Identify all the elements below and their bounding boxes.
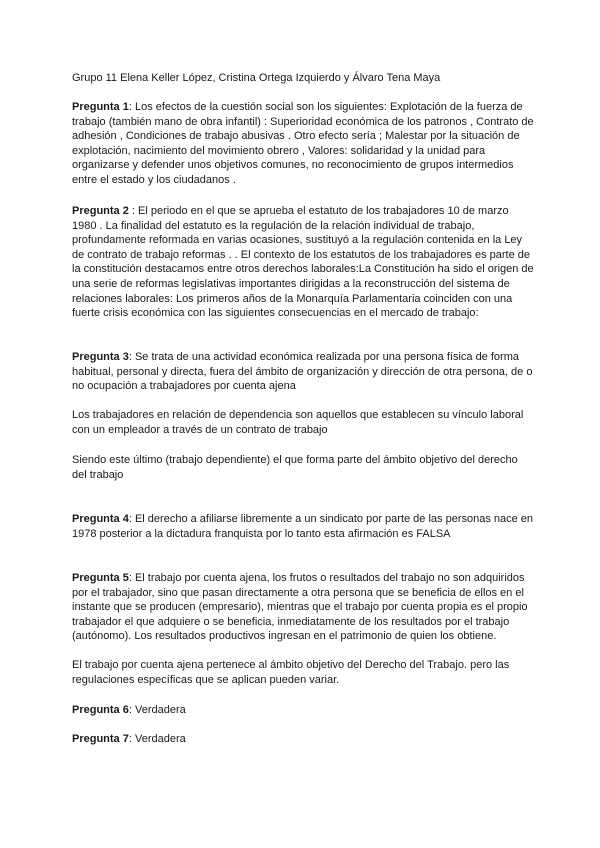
- question-6-label: Pregunta 6: [72, 704, 129, 716]
- answer-4: [72, 512, 534, 541]
- question-7-label: Pregunta 7: [72, 733, 129, 745]
- answer-6-text: : Verdadera: [128, 704, 186, 716]
- answer-5-text: : El trabajo por cuenta ajena, los frutos o resultados del trabajo no son adquiridos por el trabajador, sino que pasan directamente a otra persona que se beneficia de ellos en el instante que se producen (empresario), mientras que el trabajo por cuenta propia es el propio trabajador el que adquiere o se beneficia, inmediatamente de los resultados por el trabajo (autónomo). Los resultados productivos ingresan en el patrimonio de quien los obtiene.: [72, 572, 528, 643]
- answer-5-paragraph-2: El trabajo por cuenta ajena pertenece al ámbito objetivo del Derecho del Trabajo. pero las regulaciones específicas que se aplican pueden variar.: [72, 659, 510, 686]
- authors-line: Grupo 11 Elena Keller López, Cristina Ortega Izquierdo y Álvaro Tena Maya: [72, 72, 441, 84]
- question-2-label: Pregunta 2: [72, 205, 129, 217]
- answer-7-text: : Verdadera: [128, 733, 186, 745]
- answer-7: [72, 732, 534, 747]
- answer-3-text: : Se trata de una actividad económica realizada por una persona física de forma habitual, personal y directa, fuera del ámbito de organización y dirección de otra persona, de o no ocupación a trabajadores por cuenta ajena: [72, 351, 533, 393]
- question-4-label: Pregunta 4: [72, 513, 129, 525]
- answer-4-text: : El derecho a afiliarse libremente a un sindicato por parte de las personas nace en 1978 posterior a la dictadura franquista por lo tanto esta afirmación es FALSA: [72, 513, 534, 540]
- question-1-label: Pregunta 1: [72, 101, 129, 113]
- answer-3-paragraph-3: Siendo este último (trabajo dependiente) el que forma parte del ámbito objetivo del derecho del trabajo: [72, 454, 518, 481]
- answer-6: [72, 703, 534, 718]
- question-3-label: Pregunta 3: [72, 351, 129, 363]
- question-5-label: Pregunta 5: [72, 572, 129, 584]
- answer-3: [72, 350, 534, 394]
- answer-5: [72, 571, 534, 644]
- answer-2: [72, 204, 534, 321]
- answer-1-text: : Los efectos de la cuestión social son los siguientes: Explotación de la fuerza de trabajo (también mano de obra infantil) : Superioridad económica de los patronos , Contrato de adhesión , Condiciones de trabajo abusivas . Otro efecto sería ; Malestar por la situación de explotación, nacimiento del movimiento obrero , Valores: solidaridad y la unidad para organizarse y defender unos objetivos comunes, no reconocimiento de grupos intermedios entre el estado y los ciudadanos .: [72, 101, 534, 186]
- answer-1: [72, 100, 534, 188]
- answer-3-paragraph-2: Los trabajadores en relación de dependencia son aquellos que establecen su vínculo laboral con un empleador a través de un contrato de trabajo: [72, 409, 524, 436]
- answer-2-text: : El periodo en el que se aprueba el estatuto de los trabajadores 10 de marzo 1980 . La finalidad del estatuto es la regulación de la relación individual de trabajo, profundamente reformada en varias ocasiones, sustituyó a la regulación contenida en la Ley de contrato de trabajo reformas . . El contexto de los estatutos de los trabajadores es parte de la constitución destacamos entre otros derechos laborales:La Constitución ha sido el origen de una serie de reformas legislativas importantes dirigidas a la reconstrucción del sistema de relaciones laborales: Los primeros años de la Monarquía Parlamentaria coinciden con una fuerte crisis económica con las siguientes consecuencias en el mercado de trabajo:: [72, 205, 534, 320]
